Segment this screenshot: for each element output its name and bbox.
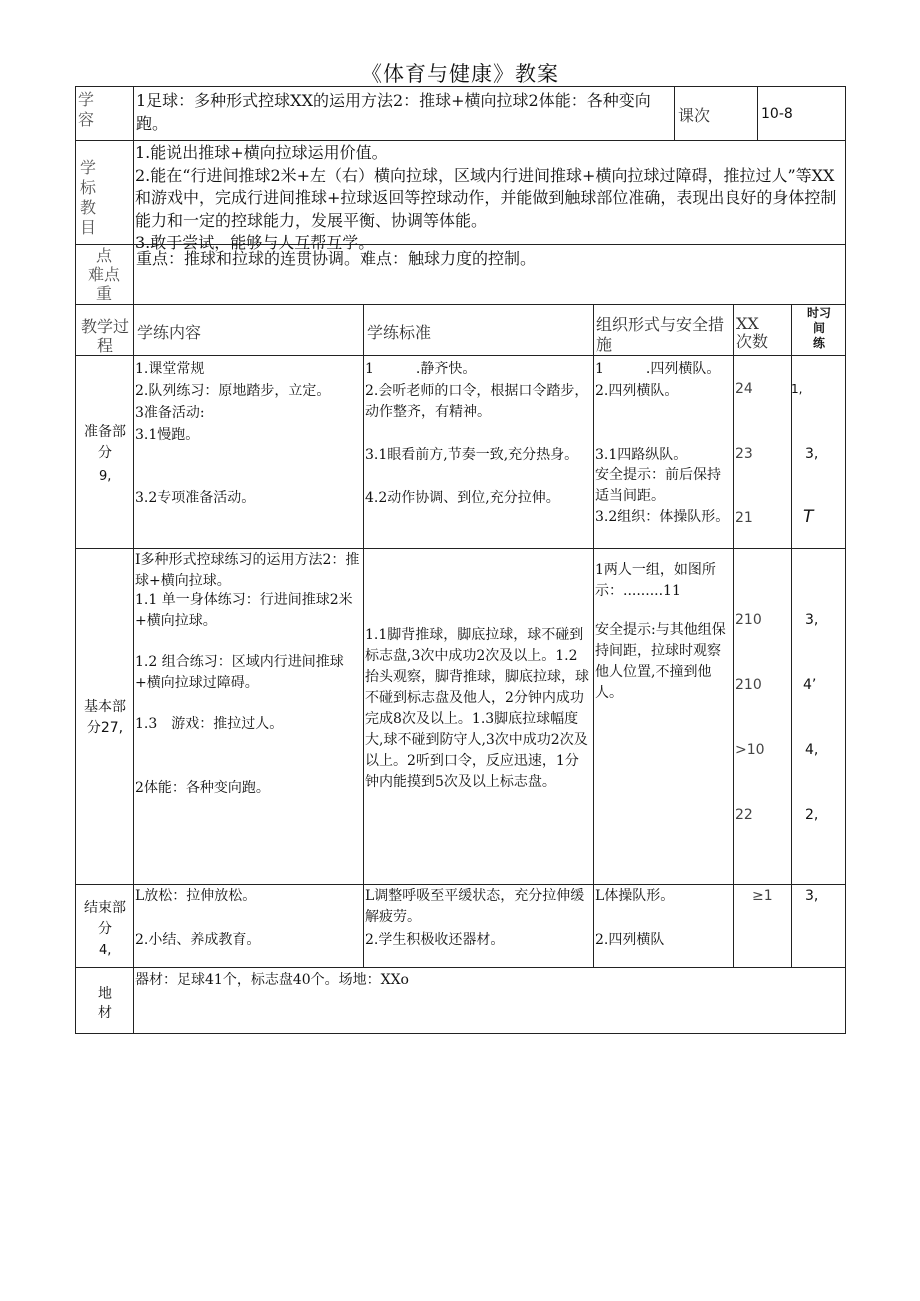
end-content-item: 2.小结、养成教育。 [135,932,261,948]
keypoints-text: 重点：推球和拉球的连贯协调。难点：触球力度的控制。 [136,249,537,268]
header-content: 学练内容 [137,323,202,342]
prep-content-item: 1.课堂常规 [135,361,205,377]
basic-content-item: 2体能：各种变向跑。 [135,780,270,796]
basic-content-item: 1.2 组合练习：区域内行进间推球+横向拉球过障碍。 [135,654,344,691]
basic-org-item: 1两人一组，如图所示：.........11 [595,562,716,599]
basic-count: 210 [735,612,762,628]
end-org-item: 2.四列横队 [595,932,665,948]
basic-content-item: 1.3 游戏：推拉过人。 [135,716,284,732]
prep-org-item: 3.2组织：体操队形。 [595,509,730,525]
basic-content-item: I多种形式控球练习的运用方法2：推球+横向拉球。 [135,552,360,589]
prep-count: 23 [735,446,753,462]
basic-standard: 1.1脚背推球，脚底拉球，球不碰到标志盘,3次中成功2次及以上。1.2抬头观察，脚背推球，脚底拉球，球不碰到标志盘及他人，2分钟内成功完成8次及以上。1.3脚底拉球幅度大,球不碰到防守人,3次中成功2次及以上。2听到口令，反应迅速，1分钟内能摸到5次及以上标志盘。 [365,627,589,790]
venue-label: 地 材 [98,986,112,1021]
end-time: 3, [805,888,819,904]
end-count: ≥1 [752,888,773,904]
page-title: 《体育与健康》教案 [361,62,559,86]
basic-time: 4, [805,742,819,758]
prep-org-item: 1 .四列横队。 [595,361,721,377]
prep-content-item: 2.队列练习：原地踏步，立定。 [135,383,331,399]
prep-org-item: 2.四列横队。 [595,383,679,399]
lesson-value: 10-8 [761,106,793,122]
prep-time: 1, [791,382,803,396]
basic-count: 22 [735,807,753,823]
basic-count: >10 [735,742,765,758]
prep-content-item: 3准备活动: [135,405,205,421]
prep-standard-item: 4.2动作协调、到位,充分拉伸。 [365,490,560,506]
prep-org-item: 安全提示：前后保持适当间距。 [595,467,721,504]
header-time: 时习 间 练 [806,306,831,350]
prep-standard-item: 3.1眼看前方,节奏一致,充分热身。 [365,447,579,463]
goal-item: 2.能在“行进间推球2米+左（右）横向拉球，区域内行进间推球+横向拉球过障碍，推拉过人”等XX和游戏中，完成行进间推球+拉球返回等控球动作，并能做到触球部位准确，表现出良好的身体控制能力和一定的控球能力，发展平衡、协调等体能。 [135,165,837,230]
goals-label: 学 标 教 目 [80,158,97,237]
goal-item: 3.敢于尝试，能够与人互帮互学。 [135,233,375,252]
prep-content-item: 3.2专项准备活动。 [135,490,256,506]
content-text: 1足球：多种形式控球XX的运用方法2：推球+横向拉球2体能：各种变向跑。 [136,91,651,133]
header-process: 教学过 程 [80,317,129,355]
header-org: 组织形式与安全措施 [596,315,725,354]
basic-time: 2, [805,807,819,823]
prep-standard-item: 1 .静齐快。 [365,361,477,377]
header-standard: 学练标准 [367,323,432,342]
prep-standard-item: 2.会听老师的口令，根据口令踏步，动作整齐，有精神。 [365,383,589,420]
prep-count: 24 [735,381,753,397]
basic-time: 4’ [803,677,817,693]
prep-time: 3, [805,446,819,462]
basic-time: 3, [805,612,819,628]
end-standard-item: L调整呼吸至平缓状态，充分拉伸缓解疲劳。 [365,888,585,925]
end-standard-item: 2.学生积极收还器材。 [365,932,505,948]
basic-content-item: 1.1 单一身体练习：行进间推球2米+横向拉球。 [135,592,353,629]
goal-item: 1.能说出推球+横向拉球运用价值。 [135,143,388,162]
keypoints-label: 点 难点 重 [87,246,120,303]
prep-count: 21 [735,510,753,526]
prep-minutes: 9, [99,469,112,484]
prep-content-item: 3.1慢跑。 [135,427,200,443]
lesson-label: 课次 [678,106,711,125]
end-org-item: L体操队形。 [595,888,675,904]
basic-label: 基本部 分27, [84,699,126,736]
goals-list [135,142,841,255]
end-label: 结束部 分 [84,900,126,937]
prep-time: T [803,507,814,527]
venue-text: 器材：足球41个，标志盘40个。场地：XXo [135,972,409,988]
basic-count: 210 [735,677,762,693]
end-content-item: L放松：拉伸放松。 [135,888,257,904]
basic-org-item: 安全提示:与其他组保持间距，拉球时观察他人位置,不撞到他人。 [595,622,726,701]
content-label: 学 容 [78,90,95,129]
end-minutes: 4, [99,943,112,958]
header-count: XX 次数 [736,314,769,351]
prep-org-item: 3.1四路纵队。 [595,447,688,463]
prep-label: 准备部 分 [84,424,126,461]
